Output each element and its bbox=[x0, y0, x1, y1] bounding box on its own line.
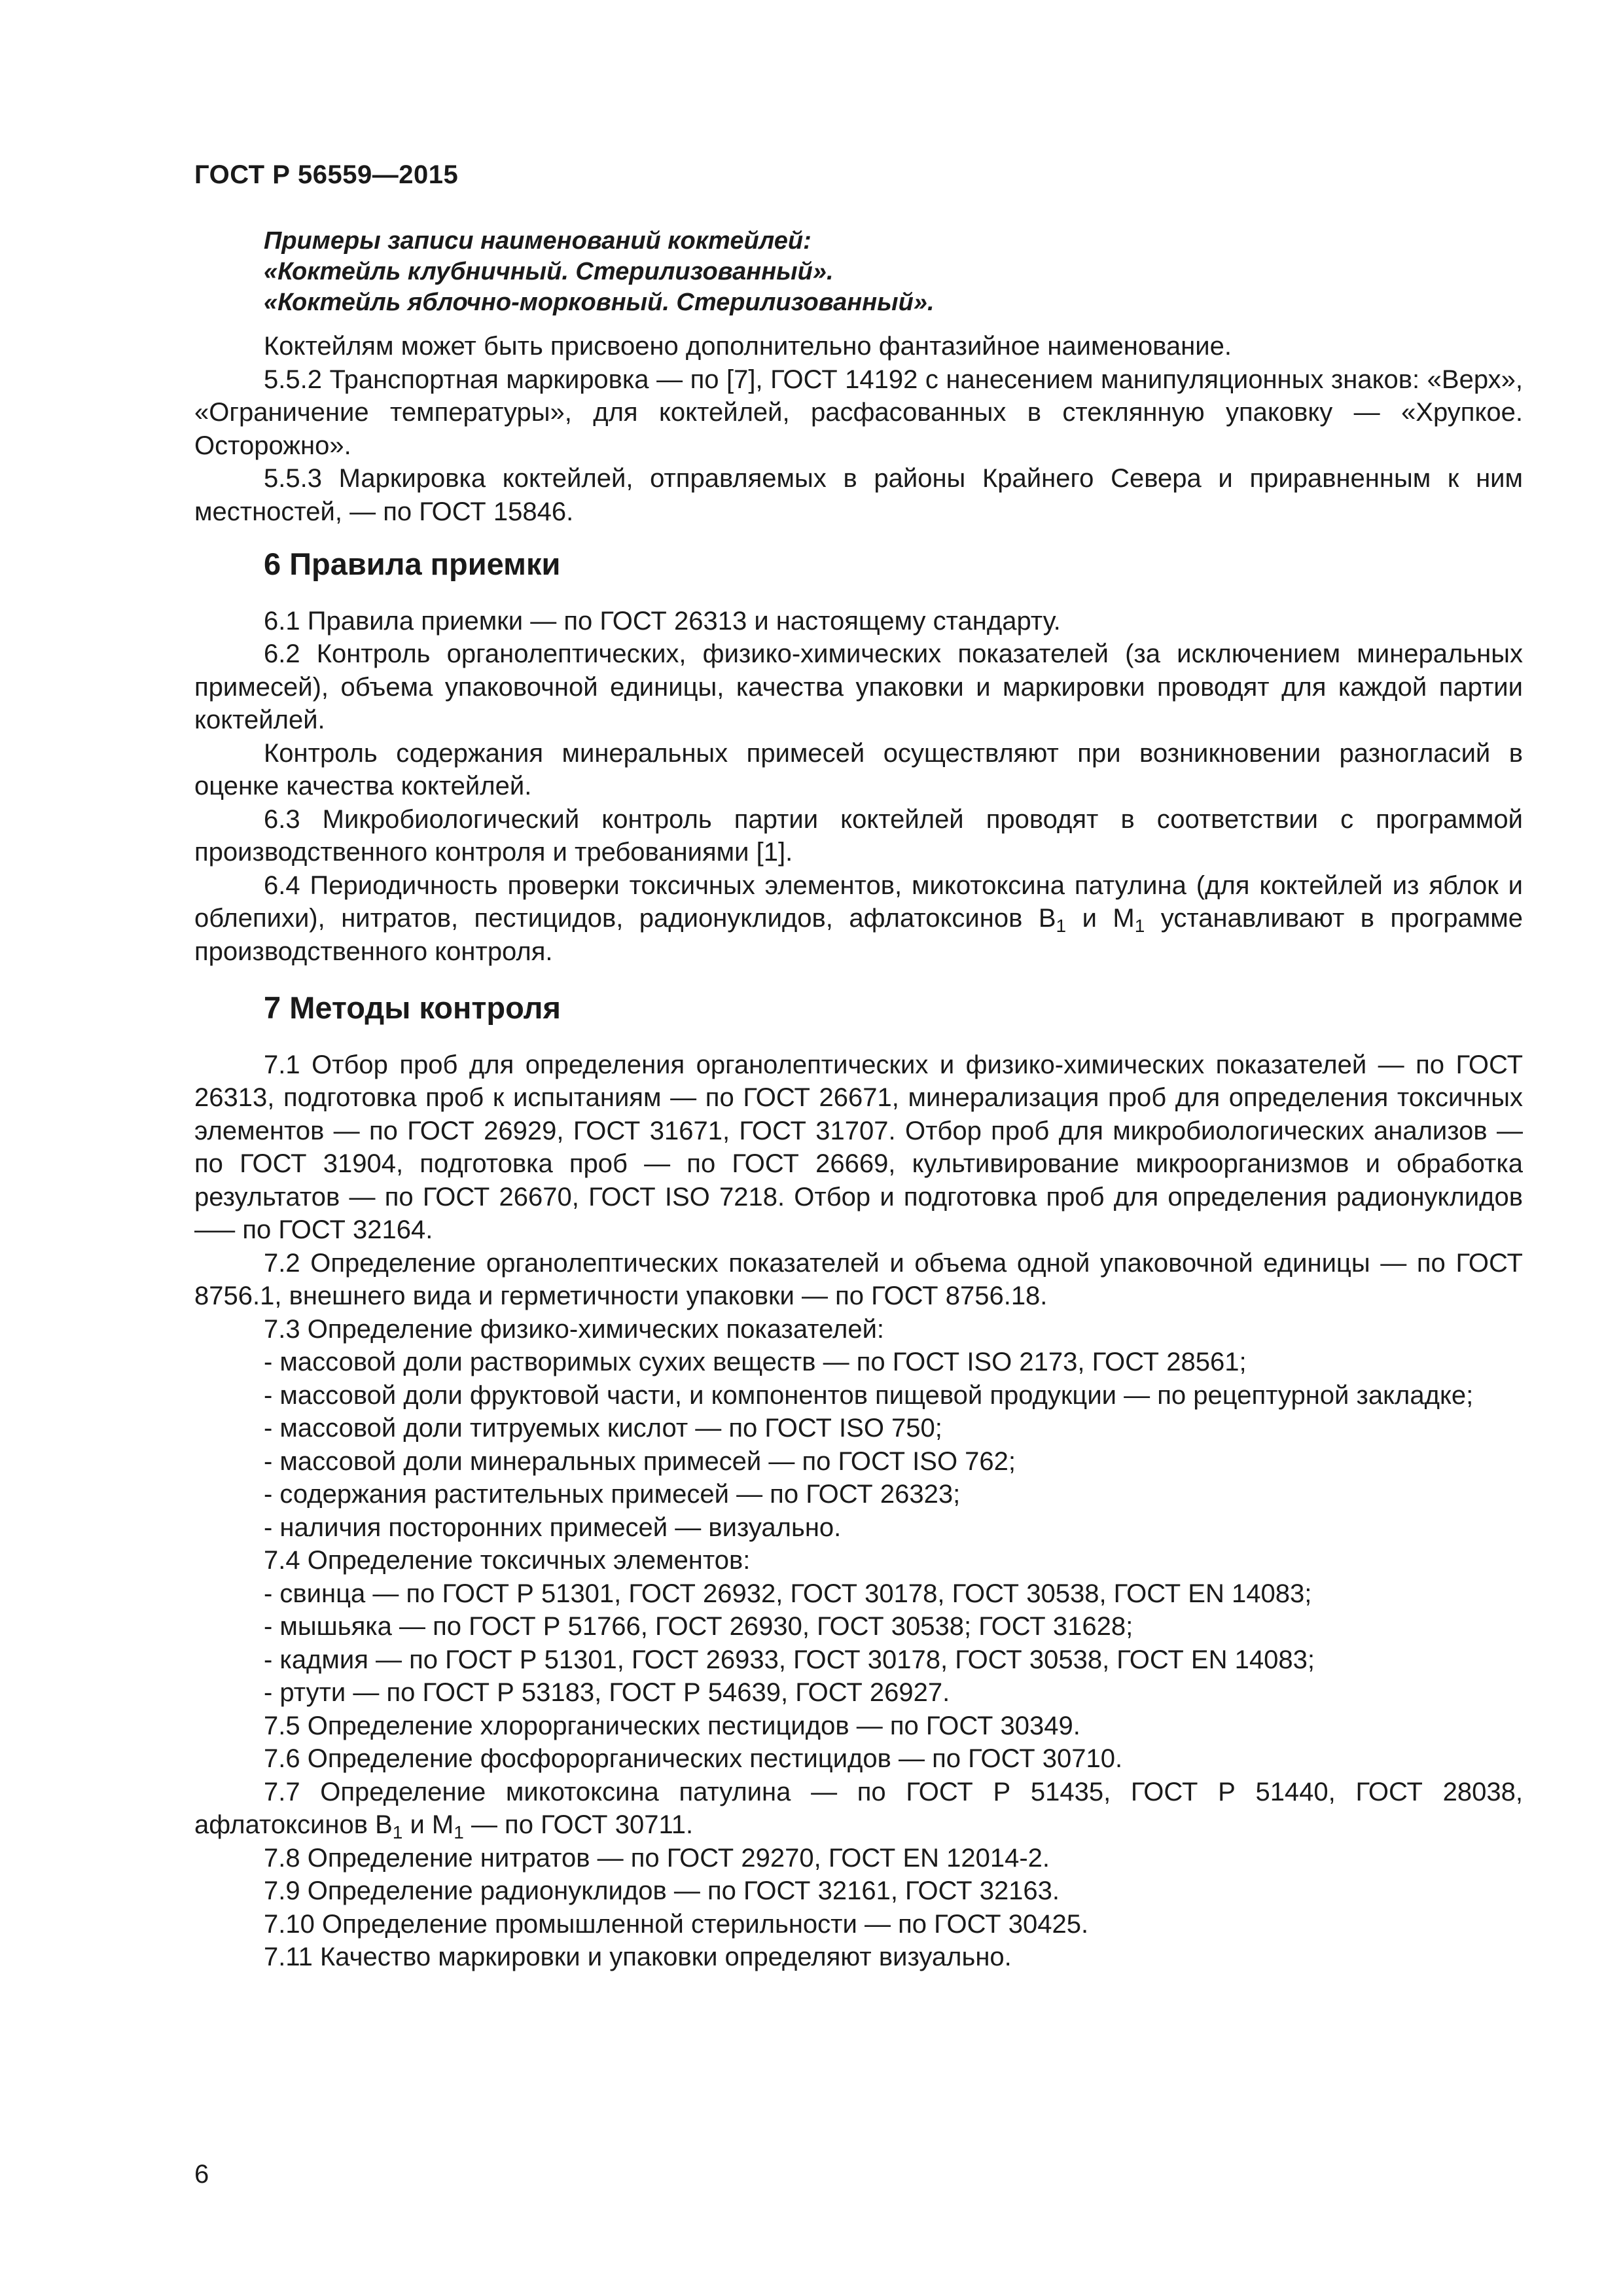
paragraph-6-1: 6.1 Правила приемки — по ГОСТ 26313 и настоящему стандарту. bbox=[264, 606, 1061, 636]
paragraph-7-5: 7.5 Определение хлорорганических пестицидов — по ГОСТ 30349. bbox=[264, 1711, 1080, 1740]
examples-title: Примеры записи наименований коктейлей: bbox=[264, 227, 812, 255]
standard-header: ГОСТ Р 56559—2015 bbox=[194, 160, 459, 189]
list-item: - массовой доли растворимых сухих веществ — по ГОСТ ISO 2173, ГОСТ 28561; bbox=[264, 1348, 1247, 1376]
list-item: - свинца — по ГОСТ Р 51301, ГОСТ 26932, ГОСТ 30178, ГОСТ 30538, ГОСТ EN 14083; bbox=[264, 1579, 1312, 1608]
list-item: - массовой доли фруктовой части, и компонентов пищевой продукции — по рецептурной закладке; bbox=[264, 1380, 1474, 1410]
list-item: - ртути — по ГОСТ Р 53183, ГОСТ Р 54639, ГОСТ 26927. bbox=[264, 1678, 950, 1707]
paragraph-7-3: 7.3 Определение физико-химических показателей: bbox=[264, 1314, 885, 1344]
list-item: - наличия посторонних примесей — визуально. bbox=[264, 1513, 842, 1542]
list-item: - мышьяка — по ГОСТ Р 51766, ГОСТ 26930, ГОСТ 30538; ГОСТ 31628; bbox=[264, 1612, 1133, 1641]
paragraph-7-7: 7.7 Определение микотоксина патулина — по ГОСТ Р 51435, ГОСТ Р 51440, ГОСТ 28038, афлатоксинов $В_1$ и $М_1$ — по ГОСТ 30711. bbox=[194, 1777, 1523, 1842]
page-content bbox=[194, 226, 1523, 1974]
section-7-title: 7 Методы контроля bbox=[264, 990, 561, 1025]
paragraph-7-1: 7.1 Отбор проб для определения органолептических и физико-химических показателей — по ГОСТ 26313, подготовка проб к испытаниям — по ГОСТ 26671, минерализация проб для определения токсичных элементов — по ГОСТ 26929, ГОСТ 31671, ГОСТ 31707. Отбор проб для микробиологических анализов — по ГОСТ 31904, подготовка проб — по ГОСТ 26669, культивирование микроорганизмов и обработка результатов — по ГОСТ 26670, ГОСТ ISO 7218. Отбор и подготовка проб для определения радионуклидов —– по ГОСТ 32164. bbox=[194, 1050, 1523, 1244]
paragraph-7-4: 7.4 Определение токсичных элементов: bbox=[264, 1546, 751, 1575]
paragraph-fantasy: Коктейлям может быть присвоено дополнительно фантазийное наименование. bbox=[264, 332, 1232, 361]
example-item: «Коктейль клубничный. Стерилизованный». bbox=[264, 258, 834, 285]
list-item: - массовой доли минеральных примесей — по ГОСТ ISO 762; bbox=[264, 1446, 1016, 1476]
paragraph-5-5-3: 5.5.3 Маркировка коктейлей, отправляемых в районы Крайнего Севера и приравненным к ним местностей, — по ГОСТ 15846. bbox=[194, 464, 1523, 526]
page-number: 6 bbox=[194, 2160, 209, 2189]
paragraph-6-2: 6.2 Контроль органолептических, физико-химических показателей (за исключением минеральных примесей), объема упаковочной единицы, качества упаковки и маркировки проводят для каждой партии коктейлей. bbox=[194, 639, 1523, 734]
paragraph-7-2: 7.2 Определение органолептических показателей и объема одной упаковочной единицы — по ГОСТ 8756.1, внешнего вида и герметичности упаковки — по ГОСТ 8756.18. bbox=[194, 1248, 1523, 1310]
list-item: - содержания растительных примесей — по ГОСТ 26323; bbox=[264, 1480, 961, 1509]
paragraph-7-6: 7.6 Определение фосфорорганических пестицидов — по ГОСТ 30710. bbox=[264, 1744, 1123, 1773]
paragraph-6-2-b: Контроль содержания минеральных примесей осуществляют при возникновении разногласий в оценке качества коктейлей. bbox=[194, 738, 1523, 800]
paragraph-7-10: 7.10 Определение промышленной стерильности — по ГОСТ 30425. bbox=[264, 1909, 1089, 1939]
examples-block bbox=[194, 226, 1523, 318]
example-item: «Коктейль яблочно-морковный. Стерилизованный». bbox=[264, 289, 935, 316]
list-item: - кадмия — по ГОСТ Р 51301, ГОСТ 26933, ГОСТ 30178, ГОСТ 30538, ГОСТ EN 14083; bbox=[264, 1645, 1315, 1674]
paragraph-6-4: 6.4 Периодичность проверки токсичных элементов, микотоксина патулина (для коктейлей из яблок и облепихи), нитратов, пестицидов, радионуклидов, афлатоксинов $В_1$ и $М_1$ устанавливают в программе производственного контроля. bbox=[194, 870, 1524, 966]
document-page bbox=[194, 0, 1523, 2296]
section-6-title: 6 Правила приемки bbox=[264, 547, 561, 581]
list-item: - массовой доли титруемых кислот — по ГОСТ ISO 750; bbox=[264, 1414, 942, 1443]
paragraph-7-8: 7.8 Определение нитратов — по ГОСТ 29270, ГОСТ EN 12014-2. bbox=[264, 1843, 1050, 1873]
paragraph-7-9: 7.9 Определение радионуклидов — по ГОСТ 32161, ГОСТ 32163. bbox=[264, 1876, 1060, 1905]
paragraph-7-11: 7.11 Качество маркировки и упаковки определяют визуально. bbox=[264, 1943, 1012, 1971]
paragraph-6-3: 6.3 Микробиологический контроль партии коктейлей проводят в соответствии с программой производственного контроля и требованиями [1]. bbox=[194, 804, 1523, 867]
paragraph-5-5-2: 5.5.2 Транспортная маркировка — по [7], ГОСТ 14192 с нанесением манипуляционных знаков: «Верх», «Ограничение температуры», для коктейлей, расфасованных в стеклянную упаковку — «Хрупкое. Осторожно». bbox=[194, 365, 1523, 460]
